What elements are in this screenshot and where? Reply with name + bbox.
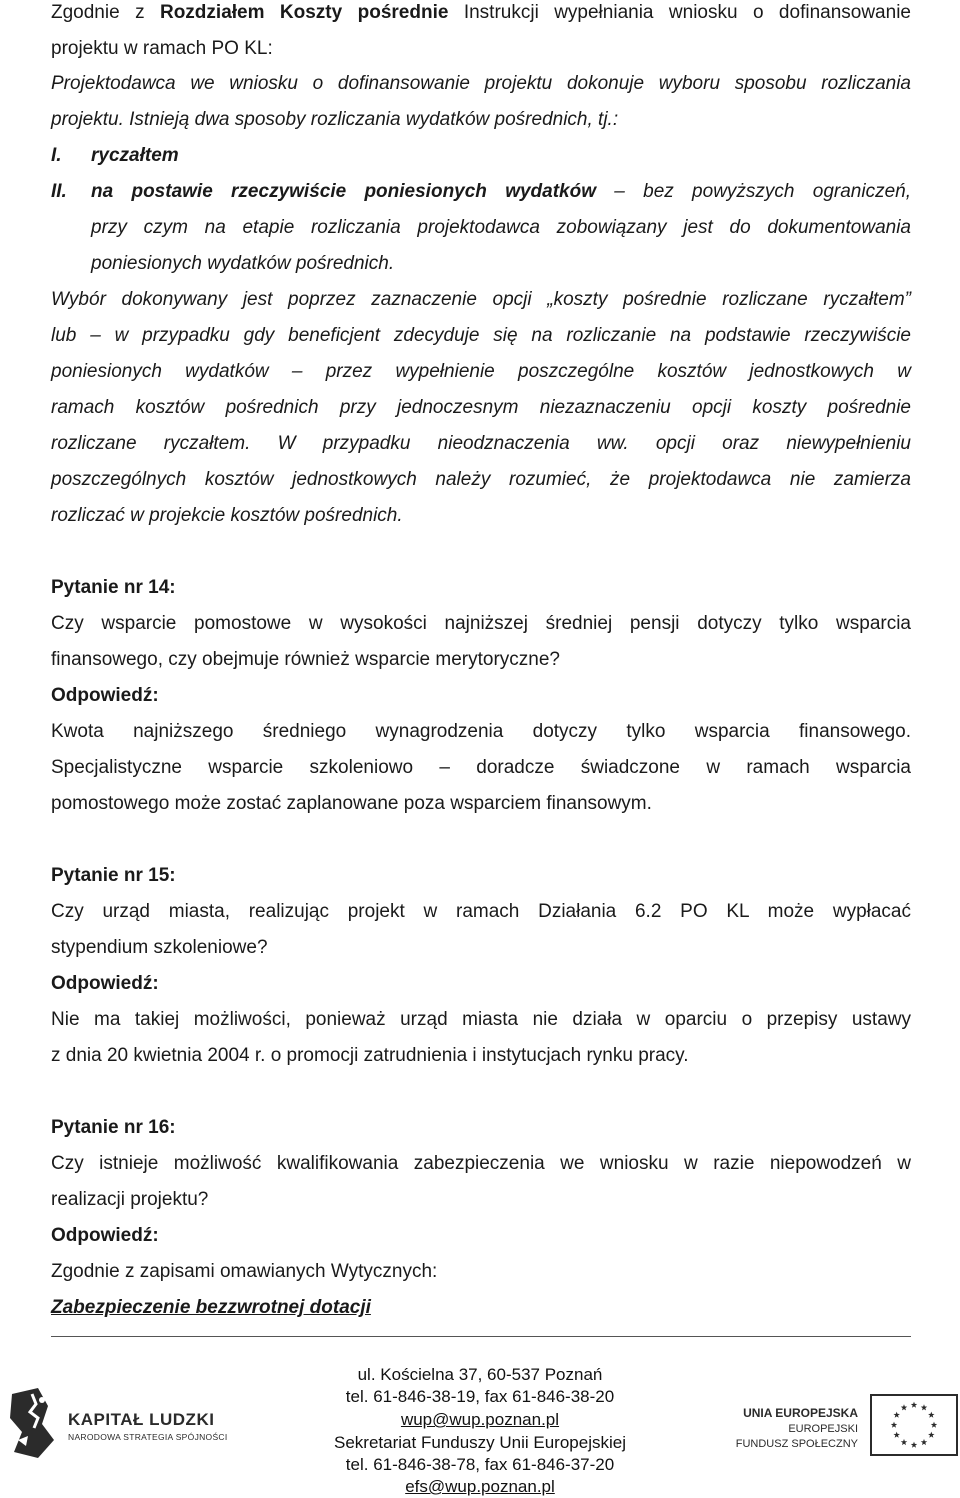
footer-phone-2: tel. 61-846-38-78, fax 61-846-37-20 [345,1455,615,1474]
intro-text: Zgodnie z [51,2,160,23]
footer-email-2[interactable] [300,1476,660,1497]
logo-right-line-2: EUROPEJSKI [788,1423,858,1435]
answer-15-label: Odpowiedź: [51,973,159,994]
list-item-2-rest: – bez powyższych ograniczeń, [596,181,911,202]
answer-15-line-1: Nie ma takiej możliwości, ponieważ urząd miasta nie działa w oparciu o przepisy ustawy [51,1009,911,1030]
footer-address: ul. Kościelna 37, 60-537 Poznań [357,1365,603,1384]
paragraph-line: Wybór dokonywany jest poprzez zaznaczenie opcji „koszty pośrednie rozliczane ryczałtem” [51,289,911,310]
question-14-line-1: Czy wsparcie pomostowe w wysokości najniższej średniej pensji dotyczy tylko wsparcia [51,613,911,634]
intro-line-2: projektu w ramach PO KL: [51,38,273,59]
kapital-ludzki-emblem-icon [8,1388,66,1458]
question-16-title: Pytanie nr 16: [51,1117,176,1138]
list-item-2-line-2: przy czym na etapie rozliczania projektodawca zobowiązany jest do dokumentowania [91,217,911,238]
list-item-1: ryczałtem [91,145,179,166]
intro-line-3: Projektodawca we wniosku o dofinansowanie projektu dokonuje wyboru sposobu rozliczania [51,73,911,94]
intro-line-1 [51,1,911,25]
question-16-line-2: realizacji projektu? [51,1189,209,1210]
logo-right-line-1: UNIA EUROPEJSKA [743,1406,858,1420]
answer-14-line-2: Specjalistyczne wsparcie szkoleniowo – doradcze świadczone w ramach wsparcia [51,757,911,778]
eu-efs-logo [730,1390,960,1460]
footer-email-1[interactable] [300,1409,660,1430]
question-16-line-1: Czy istnieje możliwość kwalifikowania zabezpieczenia we wniosku w razie niepowodzeń w [51,1153,911,1174]
logo-left-title: KAPITAŁ LUDZKI [68,1410,215,1429]
intro-line-4: projektu. Istnieją dwa sposoby rozliczania wydatków pośrednich, tj.: [51,109,619,130]
paragraph-line: rozliczać w projekcie kosztów pośrednich. [51,505,403,526]
question-14-title: Pytanie nr 14: [51,577,176,598]
list-item-2-bold: na postawie rzeczywiście poniesionych wydatków [91,181,596,202]
footer-divider [51,1336,911,1337]
answer-16-line-2: Zabezpieczenie bezzwrotnej dotacji [51,1297,371,1318]
paragraph-line: poniesionych wydatków – przez wypełnienie poszczególne kosztów jednostkowych w [51,361,911,382]
answer-14-line-3: pomostowego może zostać zaplanowane poza wsparciem finansowym. [51,793,652,814]
answer-14-line-1: Kwota najniższego średniego wynagrodzenia dotyczy tylko wsparcia finansowego. [51,721,911,742]
paragraph-line: poszczególnych kosztów jednostkowych należy rozumieć, że projektodawca nie zamierza [51,469,911,490]
footer-department: Sekretariat Funduszy Unii Europejskiej [334,1433,626,1452]
list-number-2: II. [51,181,67,202]
list-item-2-line-3: poniesionych wydatków pośrednich. [91,253,395,274]
footer-phone-1: tel. 61-846-38-19, fax 61-846-38-20 [345,1387,615,1406]
footer-email-link-2[interactable]: efs@wup.poznan.pl [405,1477,555,1496]
eu-flag-icon [870,1394,958,1456]
answer-15-line-2: z dnia 20 kwietnia 2004 r. o promocji zatrudnienia i instytucjach rynku pracy. [51,1045,689,1066]
paragraph-line: rozliczane ryczałtem. W przypadku nieodznaczenia ww. opcji oraz niewypełnieniu [51,433,911,454]
kapital-ludzki-logo [8,1388,248,1458]
logo-left-subtitle: NARODOWA STRATEGIA SPÓJNOŚCI [68,1432,228,1442]
chapter-reference: Rozdziałem Koszty pośrednie [159,2,449,23]
list-number-1: I. [51,145,62,166]
question-14-line-2: finansowego, czy obejmuje również wsparcie merytoryczne? [51,649,561,670]
list-item-2 [91,180,911,204]
paragraph-line: lub – w przypadku gdy beneficjent zdecyduje się na rozliczanie na podstawie rzeczywiście [51,325,911,346]
footer-email-link-1[interactable]: wup@wup.poznan.pl [400,1410,560,1429]
answer-16-line-1: Zgodnie z zapisami omawianych Wytycznych: [51,1261,438,1282]
intro-text: Instrukcji wypełniania wniosku o dofinansowanie [448,2,911,23]
answer-14-label: Odpowiedź: [51,685,159,706]
question-15-title: Pytanie nr 15: [51,865,176,886]
logo-right-line-3: FUNDUSZ SPOŁECZNY [735,1438,858,1450]
question-15-line-2: stypendium szkoleniowe? [51,937,268,958]
answer-16-label: Odpowiedź: [51,1225,159,1246]
paragraph-line: ramach kosztów pośrednich przy jednoczesnym niezaznaczeniu opcji koszty pośrednie [51,397,911,418]
question-15-line-1: Czy urząd miasta, realizując projekt w ramach Działania 6.2 PO KL może wypłacać [51,901,911,922]
